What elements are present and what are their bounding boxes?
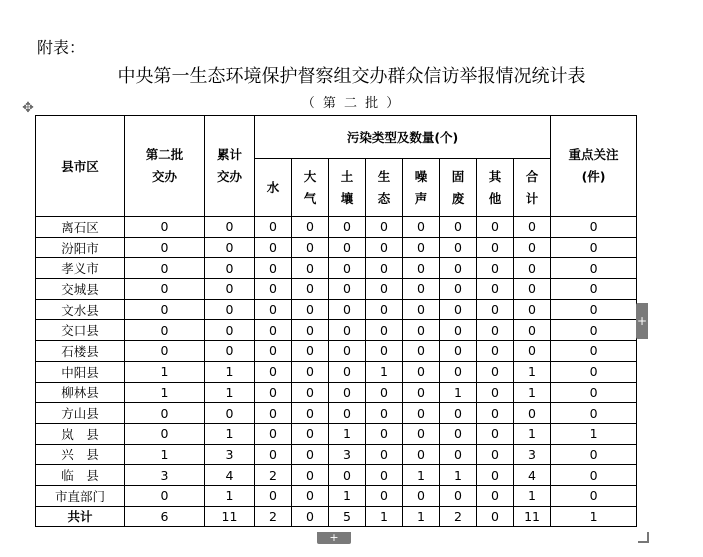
table-row — [36, 279, 637, 300]
value-cell: 1 — [205, 382, 255, 403]
value-cell: 0 — [125, 341, 205, 362]
value-cell: 0 — [551, 382, 637, 403]
value-cell: 11 — [205, 506, 255, 527]
value-cell: 0 — [477, 258, 514, 279]
value-cell: 0 — [329, 299, 366, 320]
value-cell: 0 — [366, 403, 403, 424]
value-cell: 0 — [255, 299, 292, 320]
value-cell: 0 — [477, 217, 514, 238]
header-type: 其他 — [477, 159, 514, 217]
value-cell: 0 — [551, 258, 637, 279]
value-cell: 0 — [205, 258, 255, 279]
value-cell: 0 — [292, 217, 329, 238]
value-cell: 0 — [125, 485, 205, 506]
value-cell: 0 — [292, 423, 329, 444]
value-cell: 0 — [477, 320, 514, 341]
value-cell: 0 — [366, 299, 403, 320]
table-row — [36, 444, 637, 465]
table-row — [36, 485, 637, 506]
value-cell: 0 — [205, 237, 255, 258]
table-title: 中央第一生态环境保护督察组交办群众信访举报情况统计表 — [117, 66, 586, 87]
value-cell: 0 — [440, 403, 477, 424]
value-cell: 0 — [205, 320, 255, 341]
value-cell: 0 — [551, 465, 637, 486]
value-cell: 11 — [514, 506, 551, 527]
value-cell: 0 — [329, 465, 366, 486]
value-cell: 0 — [514, 341, 551, 362]
value-cell: 0 — [366, 320, 403, 341]
value-cell: 0 — [205, 403, 255, 424]
header-county: 县市区 — [36, 116, 125, 217]
header-type: 水 — [255, 159, 292, 217]
value-cell: 0 — [125, 217, 205, 238]
value-cell: 0 — [403, 237, 440, 258]
value-cell: 0 — [366, 465, 403, 486]
value-cell: 0 — [205, 279, 255, 300]
value-cell: 0 — [514, 279, 551, 300]
value-cell: 0 — [403, 341, 440, 362]
value-cell: 3 — [514, 444, 551, 465]
plus-icon: + — [329, 531, 339, 544]
add-row-handle[interactable] — [317, 532, 351, 544]
value-cell: 0 — [292, 361, 329, 382]
value-cell: 0 — [366, 341, 403, 362]
value-cell: 0 — [514, 258, 551, 279]
value-cell: 1 — [366, 506, 403, 527]
table-row — [36, 320, 637, 341]
value-cell: 0 — [292, 237, 329, 258]
value-cell: 0 — [329, 382, 366, 403]
value-cell: 0 — [440, 361, 477, 382]
value-cell: 0 — [292, 444, 329, 465]
value-cell: 0 — [551, 341, 637, 362]
value-cell: 0 — [255, 361, 292, 382]
value-cell: 2 — [440, 506, 477, 527]
value-cell: 0 — [125, 299, 205, 320]
value-cell: 0 — [477, 279, 514, 300]
value-cell: 0 — [366, 258, 403, 279]
value-cell: 0 — [551, 279, 637, 300]
value-cell: 0 — [477, 506, 514, 527]
value-cell: 1 — [366, 361, 403, 382]
value-cell: 0 — [440, 258, 477, 279]
value-cell: 0 — [514, 217, 551, 238]
header-type: 大气 — [292, 159, 329, 217]
value-cell: 0 — [292, 258, 329, 279]
value-cell: 0 — [403, 423, 440, 444]
header-pollution: 污染类型及数量(个) — [255, 116, 551, 159]
value-cell: 6 — [125, 506, 205, 527]
value-cell: 0 — [551, 217, 637, 238]
value-cell: 0 — [255, 237, 292, 258]
value-cell: 0 — [440, 237, 477, 258]
county-name: 临 县 — [36, 465, 125, 486]
value-cell: 3 — [205, 444, 255, 465]
batch-subtitle: （ 第 二 批 ） — [301, 96, 402, 111]
value-cell: 0 — [255, 485, 292, 506]
value-cell: 0 — [440, 485, 477, 506]
value-cell: 0 — [403, 382, 440, 403]
value-cell: 0 — [514, 320, 551, 341]
value-cell: 1 — [551, 506, 637, 527]
header-type: 土壤 — [329, 159, 366, 217]
value-cell: 0 — [329, 361, 366, 382]
value-cell: 0 — [403, 320, 440, 341]
value-cell: 0 — [255, 279, 292, 300]
value-cell: 0 — [403, 444, 440, 465]
value-cell: 0 — [551, 299, 637, 320]
table-row — [36, 258, 637, 279]
value-cell: 0 — [329, 279, 366, 300]
value-cell: 0 — [366, 382, 403, 403]
county-name: 交口县 — [36, 320, 125, 341]
value-cell: 0 — [255, 341, 292, 362]
header-type: 固废 — [440, 159, 477, 217]
value-cell: 5 — [329, 506, 366, 527]
value-cell: 0 — [125, 258, 205, 279]
header-type: 噪声 — [403, 159, 440, 217]
value-cell: 0 — [366, 237, 403, 258]
county-name: 离石区 — [36, 217, 125, 238]
value-cell: 1 — [514, 382, 551, 403]
county-name: 柳林县 — [36, 382, 125, 403]
county-name: 中阳县 — [36, 361, 125, 382]
value-cell: 2 — [255, 465, 292, 486]
county-name: 孝义市 — [36, 258, 125, 279]
value-cell: 1 — [440, 382, 477, 403]
value-cell: 0 — [329, 258, 366, 279]
value-cell: 0 — [403, 258, 440, 279]
value-cell: 0 — [292, 485, 329, 506]
value-cell: 0 — [403, 217, 440, 238]
header-batch: 第二批交办 — [125, 116, 205, 217]
value-cell: 0 — [477, 444, 514, 465]
value-cell: 0 — [477, 237, 514, 258]
value-cell: 0 — [255, 444, 292, 465]
header-type: 合计 — [514, 159, 551, 217]
value-cell: 0 — [477, 299, 514, 320]
value-cell: 1 — [205, 485, 255, 506]
value-cell: 1 — [329, 423, 366, 444]
value-cell: 0 — [329, 403, 366, 424]
value-cell: 0 — [255, 423, 292, 444]
table-row — [36, 361, 637, 382]
value-cell: 0 — [292, 299, 329, 320]
value-cell: 1 — [125, 444, 205, 465]
value-cell: 1 — [440, 465, 477, 486]
table-row — [36, 382, 637, 403]
county-name: 方山县 — [36, 403, 125, 424]
value-cell: 0 — [292, 320, 329, 341]
value-cell: 0 — [292, 506, 329, 527]
county-name: 文水县 — [36, 299, 125, 320]
move-handle-icon[interactable]: ✥ — [22, 100, 34, 116]
county-name: 兴 县 — [36, 444, 125, 465]
appendix-note: 附表： — [37, 38, 86, 57]
value-cell: 0 — [292, 382, 329, 403]
table-row — [36, 423, 637, 444]
value-cell: 1 — [329, 485, 366, 506]
value-cell: 4 — [514, 465, 551, 486]
plus-icon: + — [636, 314, 648, 328]
county-name: 汾阳市 — [36, 237, 125, 258]
value-cell: 0 — [477, 382, 514, 403]
value-cell: 0 — [551, 320, 637, 341]
value-cell: 1 — [514, 423, 551, 444]
value-cell: 1 — [551, 423, 637, 444]
value-cell: 0 — [125, 403, 205, 424]
header-cumulative: 累计交办 — [205, 116, 255, 217]
value-cell: 0 — [255, 403, 292, 424]
value-cell: 0 — [440, 279, 477, 300]
value-cell: 0 — [255, 258, 292, 279]
value-cell: 0 — [477, 465, 514, 486]
value-cell: 0 — [440, 299, 477, 320]
value-cell: 0 — [366, 217, 403, 238]
value-cell: 1 — [125, 361, 205, 382]
value-cell: 0 — [440, 320, 477, 341]
value-cell: 1 — [125, 382, 205, 403]
value-cell: 1 — [403, 465, 440, 486]
value-cell: 0 — [440, 423, 477, 444]
value-cell: 0 — [255, 320, 292, 341]
table-row — [36, 403, 637, 424]
header-focus: 重点关注(件) — [551, 116, 637, 217]
value-cell: 0 — [255, 382, 292, 403]
total-row — [36, 506, 637, 527]
value-cell: 0 — [403, 403, 440, 424]
value-cell: 0 — [477, 361, 514, 382]
value-cell: 3 — [125, 465, 205, 486]
value-cell: 2 — [255, 506, 292, 527]
value-cell: 1 — [205, 423, 255, 444]
value-cell: 0 — [514, 299, 551, 320]
table-row — [36, 341, 637, 362]
header-type: 生态 — [366, 159, 403, 217]
value-cell: 0 — [477, 341, 514, 362]
value-cell: 0 — [440, 444, 477, 465]
value-cell: 1 — [205, 361, 255, 382]
value-cell: 0 — [477, 423, 514, 444]
value-cell: 0 — [329, 217, 366, 238]
value-cell: 0 — [403, 361, 440, 382]
value-cell: 0 — [292, 279, 329, 300]
table-row — [36, 465, 637, 486]
value-cell: 0 — [477, 485, 514, 506]
county-name: 岚 县 — [36, 423, 125, 444]
value-cell: 0 — [403, 485, 440, 506]
value-cell: 0 — [514, 237, 551, 258]
value-cell: 0 — [125, 423, 205, 444]
value-cell: 1 — [514, 361, 551, 382]
value-cell: 0 — [125, 237, 205, 258]
county-name: 交城县 — [36, 279, 125, 300]
value-cell: 0 — [366, 444, 403, 465]
value-cell: 0 — [125, 320, 205, 341]
resize-corner-icon[interactable] — [638, 532, 649, 543]
value-cell: 0 — [205, 217, 255, 238]
value-cell: 0 — [440, 217, 477, 238]
value-cell: 0 — [329, 320, 366, 341]
value-cell: 0 — [477, 403, 514, 424]
value-cell: 0 — [125, 279, 205, 300]
value-cell: 0 — [366, 485, 403, 506]
value-cell: 0 — [440, 341, 477, 362]
value-cell: 0 — [551, 444, 637, 465]
value-cell: 0 — [551, 237, 637, 258]
value-cell: 0 — [366, 279, 403, 300]
value-cell: 0 — [514, 403, 551, 424]
value-cell: 0 — [551, 403, 637, 424]
value-cell: 0 — [403, 299, 440, 320]
value-cell: 0 — [403, 279, 440, 300]
value-cell: 0 — [329, 341, 366, 362]
value-cell: 0 — [255, 217, 292, 238]
total-label: 共计 — [36, 506, 125, 527]
table-row — [36, 299, 637, 320]
value-cell: 1 — [403, 506, 440, 527]
add-column-handle[interactable] — [636, 303, 648, 339]
statistics-table — [35, 115, 637, 527]
value-cell: 1 — [514, 485, 551, 506]
value-cell: 4 — [205, 465, 255, 486]
value-cell: 0 — [551, 485, 637, 506]
value-cell: 0 — [292, 465, 329, 486]
value-cell: 0 — [551, 361, 637, 382]
value-cell: 0 — [366, 423, 403, 444]
value-cell: 0 — [292, 341, 329, 362]
table-row — [36, 217, 637, 238]
value-cell: 0 — [329, 237, 366, 258]
table-row — [36, 237, 637, 258]
value-cell: 0 — [205, 341, 255, 362]
value-cell: 0 — [292, 403, 329, 424]
county-name: 市直部门 — [36, 485, 125, 506]
value-cell: 3 — [329, 444, 366, 465]
value-cell: 0 — [205, 299, 255, 320]
county-name: 石楼县 — [36, 341, 125, 362]
